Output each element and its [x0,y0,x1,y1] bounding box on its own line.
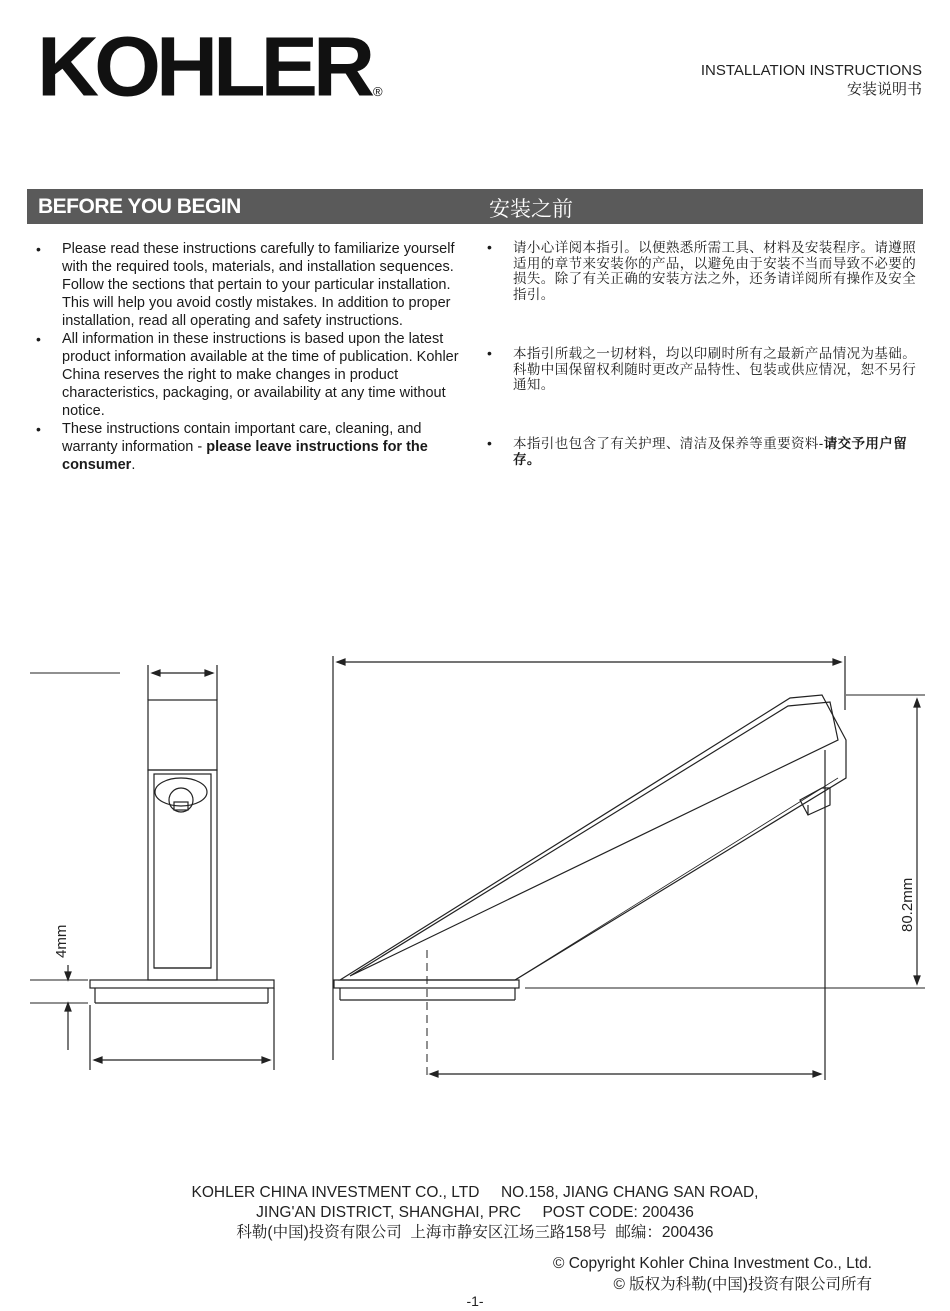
note-cn-text: 本指引也包含了有关护理、清洁及保养等重要资料- [513,436,824,451]
note-en-text: Please read these instructions carefully to familiarize yourself with the required tools, materials, and installation sequences. Follow the sections that pertain to your particular installation. This will help you avoid costly mistakes. In addition to proper installation, read all operating and safety instructions. [62,241,455,329]
page-number: -1- [466,1293,484,1309]
address-line-3: 科勒(中国)投资有限公司 上海市静安区江场三路158号 邮编：200436 [236,1224,714,1241]
kohler-logo: KOHLER [37,19,371,115]
note-en-item [36,240,461,330]
front-view [333,656,925,1080]
dim-height-label: 80.2mm [899,877,916,932]
notes-en-list [36,240,461,474]
note-cn-text: 请小心详阅本指引。以便熟悉所需工具、材料及安装程序。请遵照适用的章节来安装你的产品，以避免由于安装不当而导致不必要的损失。除了有关正确的安装方法之外，还务请详阅所有操作及安全指引。 [513,240,917,302]
section-title-cn: 安装之前 [489,198,573,221]
notes-cn-list [487,240,917,467]
note-en-text: These instructions contain important care, cleaning, and warranty information - [62,421,422,455]
document-title [701,61,922,99]
registered-mark: ® [373,84,383,99]
section-title-en: BEFORE YOU BEGIN [38,195,241,218]
note-en-text: All information in these instructions is based upon the latest product information available at the time of publication. Kohler China reserves the right to make changes in product characteristics, packaging, or availability at any time without notice. [62,331,459,419]
address-line-2: JING'AN DISTRICT, SHANGHAI, PRC POST CODE: 200436 [256,1204,694,1221]
note-cn-item [487,436,917,467]
note-en-bold: please leave instructions for the consumer [62,439,428,473]
doc-title-cn: 安装说明书 [846,81,922,98]
note-en-item [36,420,461,474]
section-banner [27,189,923,224]
note-cn-text: 本指引所载之一切材料，均以印刷时所有之最新产品情况为基础。科勒中国保留权利随时更改产品特性、包装或供应情况，恕不另行通知。 [513,346,917,392]
dim-base-label: 4mm [53,924,70,958]
copyright [553,1253,872,1295]
note-en-tail: . [131,457,136,473]
note-en-item [36,330,461,420]
company-address [0,1183,950,1243]
copyright-cn: © 版权为科勒(中国)投资有限公司所有 [613,1276,872,1293]
address-line-1: KOHLER CHINA INVESTMENT CO., LTD NO.158, JIANG CHANG SAN ROAD, [191,1184,759,1201]
faucet-diagram [0,640,950,1090]
copyright-en: © Copyright Kohler China Investment Co., Ltd. [553,1255,872,1272]
doc-title-en: INSTALLATION INSTRUCTIONS [700,62,922,79]
side-view [30,665,274,1070]
note-cn-item [487,346,917,436]
note-cn-bold: 请交予用户留存。 [513,436,908,467]
note-cn-item [487,240,917,346]
